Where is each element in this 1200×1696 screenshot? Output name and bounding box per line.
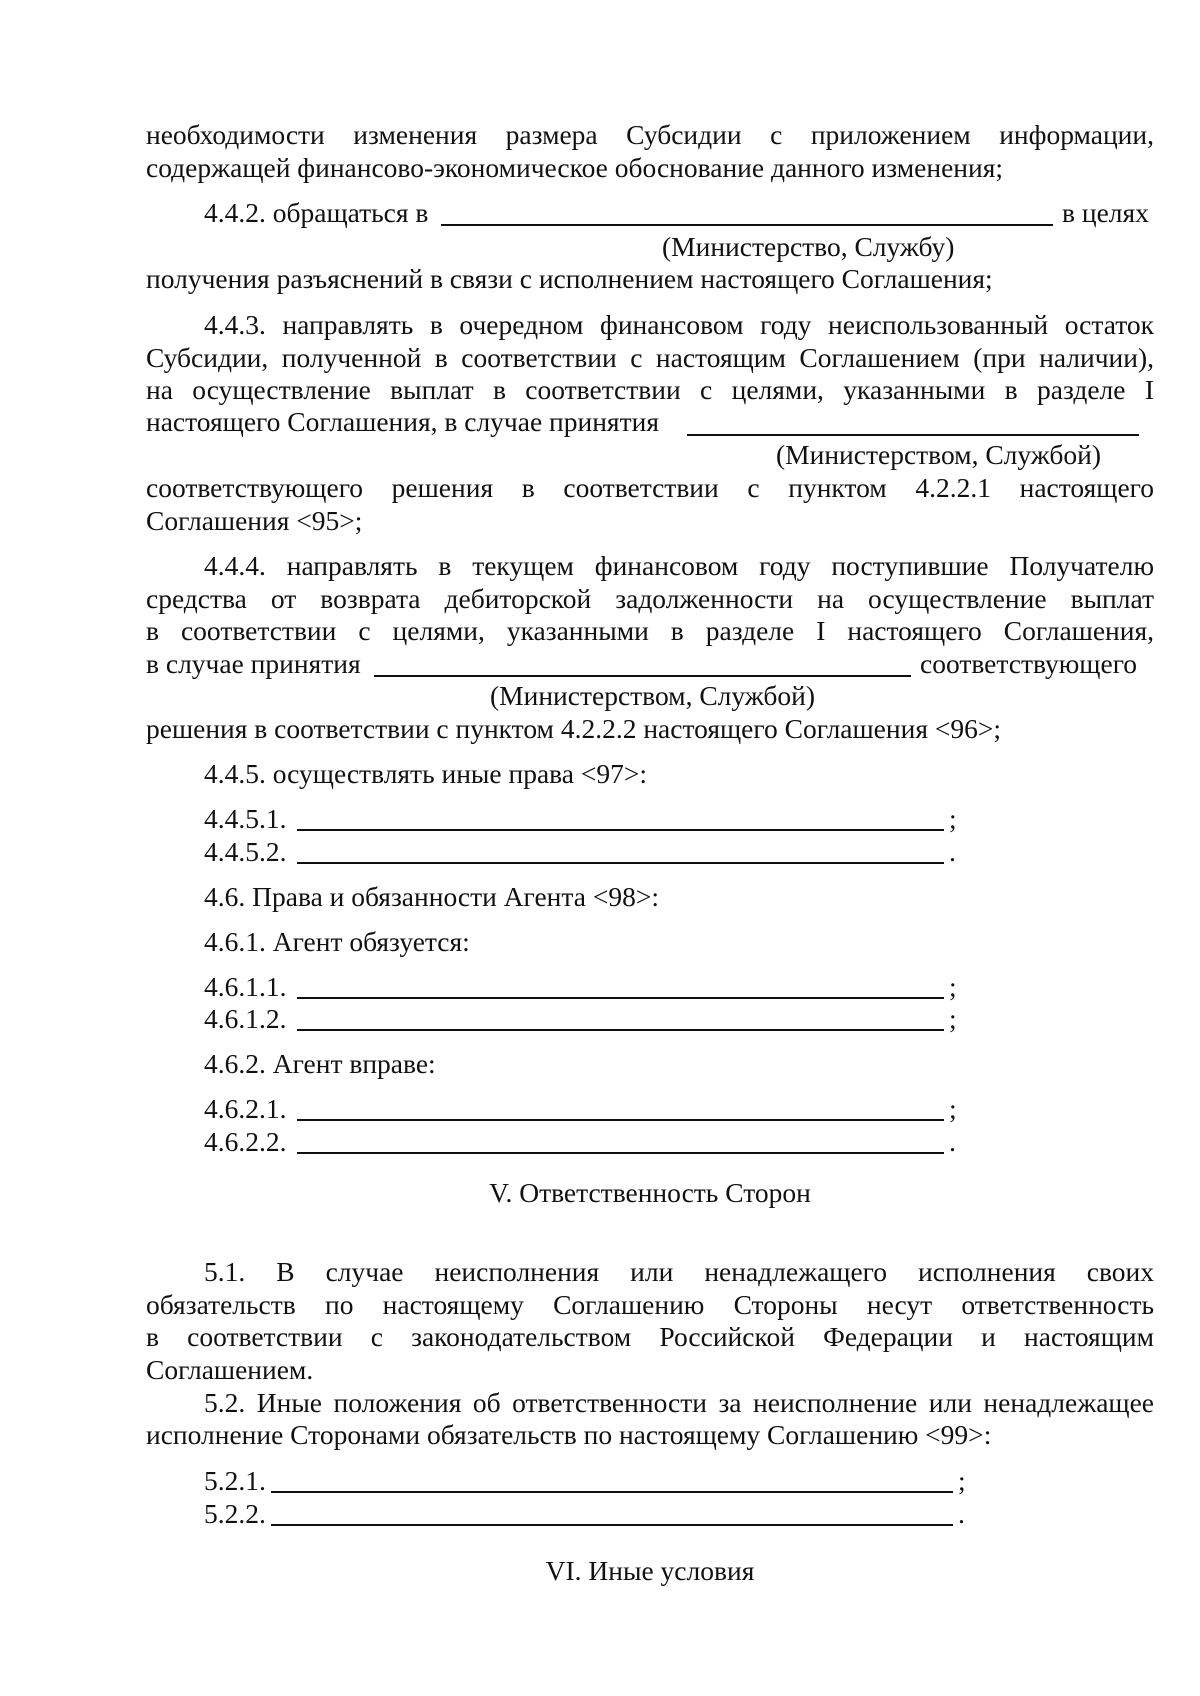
- paragraph-line: средства от возврата дебиторской задолженности на осуществление выплат: [146, 583, 1154, 614]
- item-number: 5.2.1.: [204, 1465, 266, 1496]
- item-punctuation: .: [949, 836, 956, 867]
- fill-blank-line: [297, 829, 944, 831]
- paragraph-line: получения разъяснений в связи с исполнением настоящего Соглашения;: [146, 263, 993, 294]
- item-number: 4.6.1.2.: [204, 1003, 287, 1034]
- paragraph-line: настоящего Соглашения, в случае принятия: [146, 406, 659, 437]
- fill-blank-line: [297, 862, 944, 864]
- paragraph-line-end: соответствующего: [920, 648, 1138, 679]
- clause-4-4-5-title: 4.4.5. осуществлять иные права <97>:: [204, 758, 648, 789]
- paragraph-line: Соглашением.: [146, 1354, 314, 1385]
- clause-4-6-title: 4.6. Права и обязанности Агента <98>:: [204, 881, 659, 912]
- fill-blank-line: [271, 1491, 953, 1493]
- clause-4-4-2-start: 4.4.2. обращаться в: [204, 197, 429, 228]
- clause-5-2-line: 5.2. Иные положения об ответственности за неисполнение или ненадлежащее: [204, 1387, 1154, 1418]
- item-number: 4.4.5.2.: [204, 836, 287, 867]
- clause-4-4-3-line: 4.4.3. направлять в очередном финансовом году неиспользованный остаток: [204, 309, 1154, 340]
- item-number: 4.6.2.1.: [204, 1093, 287, 1124]
- fill-blank-line: [441, 224, 1053, 226]
- paragraph-line: соответствующего решения в соответствии с пунктом 4.2.2.1 настоящего: [146, 472, 1154, 503]
- item-punctuation: ;: [949, 971, 957, 1002]
- fill-blank-line: [271, 1524, 953, 1526]
- paragraph-line: исполнение Сторонами обязательств по настоящему Соглашению <99>:: [146, 1419, 992, 1450]
- fill-blank-line: [297, 1152, 944, 1154]
- item-punctuation: ;: [949, 1093, 957, 1124]
- blank-caption: (Министерством, Службой): [776, 439, 1102, 470]
- fill-blank-line: [687, 434, 1139, 436]
- fill-blank-line: [297, 1029, 944, 1031]
- clause-5-1-line: 5.1. В случае неисполнения или ненадлежащего исполнения своих: [204, 1256, 1154, 1287]
- blank-caption: (Министерством, Службой): [490, 680, 816, 711]
- item-punctuation: ;: [949, 803, 957, 834]
- item-punctuation: .: [949, 1126, 956, 1157]
- item-number: 5.2.2.: [204, 1498, 266, 1529]
- paragraph-line: необходимости изменения размера Субсидии с приложением информации,: [146, 119, 1154, 150]
- paragraph-line: Соглашения <95>;: [146, 505, 363, 536]
- item-number: 4.4.5.1.: [204, 803, 287, 834]
- item-number: 4.6.1.1.: [204, 971, 287, 1002]
- blank-caption: (Министерство, Службу): [662, 231, 955, 262]
- clause-4-6-2-title: 4.6.2. Агент вправе:: [204, 1048, 436, 1079]
- paragraph-line: Субсидии, полученной в соответствии с настоящим Соглашением (при наличии),: [146, 342, 1154, 373]
- item-punctuation: .: [958, 1498, 965, 1529]
- paragraph-line: обязательств по настоящему Соглашению Стороны несут ответственность: [146, 1289, 1154, 1320]
- item-number: 4.6.2.2.: [204, 1126, 287, 1157]
- clause-4-4-4-line: 4.4.4. направлять в текущем финансовом году поступившие Получателю: [204, 550, 1154, 581]
- section-heading: V. Ответственность Сторон: [489, 1177, 811, 1208]
- item-punctuation: ;: [949, 1003, 957, 1034]
- section-heading: VI. Иные условия: [545, 1555, 755, 1586]
- fill-blank-line: [297, 1119, 944, 1121]
- item-punctuation: ;: [958, 1465, 966, 1496]
- clause-4-4-2-end: в целях: [1062, 197, 1149, 228]
- fill-blank-line: [374, 675, 911, 677]
- paragraph-line: содержащей финансово-экономическое обоснование данного изменения;: [146, 152, 1003, 183]
- fill-blank-line: [297, 997, 944, 999]
- paragraph-line: решения в соответствии с пунктом 4.2.2.2 настоящего Соглашения <96>;: [146, 713, 1001, 744]
- paragraph-line: на осуществление выплат в соответствии с целями, указанными в разделе I: [146, 374, 1154, 405]
- clause-4-6-1-title: 4.6.1. Агент обязуется:: [204, 926, 470, 957]
- paragraph-line: в соответствии с целями, указанными в разделе I настоящего Соглашения,: [146, 615, 1154, 646]
- paragraph-line: в случае принятия: [146, 648, 361, 679]
- paragraph-line: в соответствии с законодательством Российской Федерации и настоящим: [146, 1321, 1154, 1352]
